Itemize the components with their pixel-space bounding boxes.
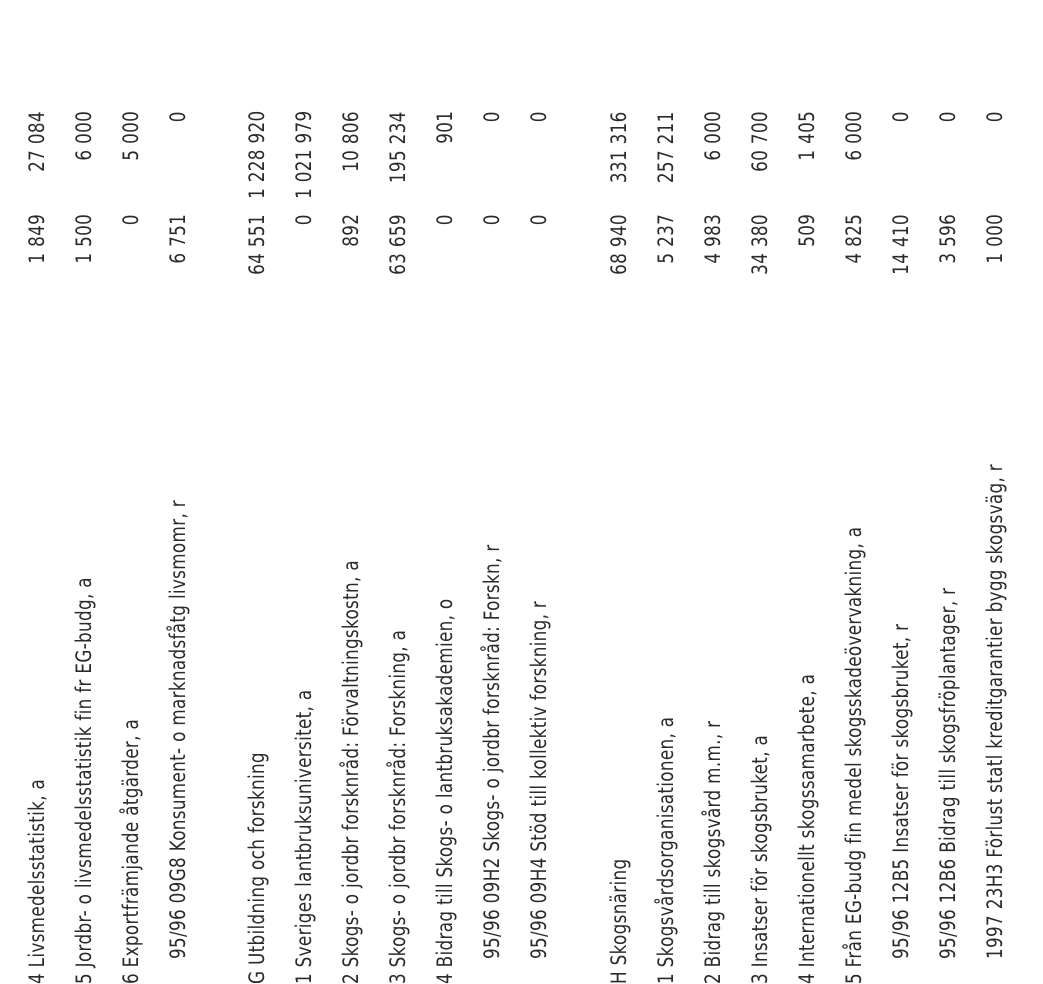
table-row (22, 0, 52, 984)
value-col-2: 68 940 (607, 214, 631, 275)
table-row (430, 0, 460, 984)
row-label: 95/96 12B6 Bidrag till skogsfröplantager, r (936, 587, 960, 959)
row-label: 4 Internationellt skogssamarbete, a (795, 673, 819, 984)
row-label: 4 Livsmedelsstatistik, a (25, 778, 49, 984)
value-col-2: 4 983 (701, 214, 725, 264)
table-row (651, 0, 681, 984)
value-col-2: 1 000 (983, 214, 1007, 264)
value-col-2: 0 (433, 214, 457, 226)
table-row (698, 0, 728, 984)
value-col-2: 63 659 (386, 214, 410, 275)
table-row (839, 0, 869, 984)
value-col-3: 5 000 (119, 111, 143, 161)
row-label: 4 Bidrag till Skogs- o lantbruksakademien, o (433, 598, 457, 984)
table-row (792, 0, 822, 984)
value-col-3: 10 806 (339, 111, 363, 172)
value-col-3: 0 (480, 111, 504, 123)
value-col-3: 0 (889, 111, 913, 123)
value-col-2: 892 (339, 214, 363, 248)
value-col-2: 64 551 (245, 214, 269, 275)
section-heading: H Skogsnäring (607, 858, 631, 984)
table-row (524, 0, 554, 984)
value-col-3: 1 021 979 (292, 111, 316, 200)
row-label: 5 Jordbr- o livsmedelsstatistik fin fr EG-budg, a (72, 577, 96, 984)
row-label: 95/96 09H2 Skogs- o jordbr forsknråd: Forskn, r (480, 544, 504, 959)
row-label: 5 Från EG-budg fin medel skogsskadeövervakning, a (842, 526, 866, 984)
row-label: 2 Skogs- o jordbr forsknråd: Förvaltningskostn, a (339, 560, 363, 984)
value-col-2: 6 751 (166, 214, 190, 264)
value-col-2: 0 (527, 214, 551, 226)
value-col-2: 34 380 (748, 214, 772, 275)
value-col-2: 5 237 (654, 214, 678, 264)
value-col-2: 0 (292, 214, 316, 226)
row-label: 1997 23H3 Förlust statl kreditgarantier bygg skogsväg, r (983, 463, 1007, 959)
table-row (745, 0, 775, 984)
table-row (980, 0, 1010, 984)
row-label: 1 Skogsvårdsorganisationen, a (654, 716, 678, 984)
table-row (933, 0, 963, 984)
row-label: 95/96 09H4 Stöd till kollektiv forskning, r (527, 600, 551, 959)
value-col-2: 3 596 (936, 214, 960, 264)
value-col-3: 331 316 (607, 111, 631, 183)
row-label: 3 Insatser för skogsbruket, a (748, 734, 772, 984)
value-col-3: 60 700 (748, 111, 772, 172)
value-col-2: 1 500 (72, 214, 96, 264)
row-label: 2 Bidrag till skogsvård m.m., r (701, 720, 725, 984)
row-label: 6 Exportfrämjande åtgärder, a (119, 718, 143, 984)
row-label: 1 Sveriges lantbruksuniversitet, a (292, 689, 316, 984)
value-col-2: 1 849 (25, 214, 49, 264)
value-col-3: 0 (983, 111, 1007, 123)
table-row (116, 0, 146, 984)
table-row (886, 0, 916, 984)
value-col-3: 195 234 (386, 111, 410, 183)
table-row (289, 0, 319, 984)
value-col-3: 1 405 (795, 111, 819, 161)
section-header-row (242, 0, 272, 984)
value-col-3: 901 (433, 111, 457, 145)
value-col-3: 6 000 (842, 111, 866, 161)
table-row (383, 0, 413, 984)
section-header-row (604, 0, 634, 984)
value-col-3: 0 (527, 111, 551, 123)
table-row (336, 0, 366, 984)
value-col-2: 14 410 (889, 214, 913, 275)
value-col-3: 1 228 920 (245, 111, 269, 200)
value-col-2: 509 (795, 214, 819, 248)
table-row (477, 0, 507, 984)
value-col-2: 0 (119, 214, 143, 226)
value-col-2: 4 825 (842, 214, 866, 264)
value-col-3: 6 000 (72, 111, 96, 161)
value-col-2: 0 (480, 214, 504, 226)
table-row (69, 0, 99, 984)
value-col-3: 257 211 (654, 111, 678, 183)
row-label: 95/96 09G8 Konsument- o marknadsfåtg livsmomr, r (166, 500, 190, 959)
row-label: 3 Skogs- o jordbr forsknråd: Forskning, a (386, 629, 410, 984)
value-col-3: 6 000 (701, 111, 725, 161)
value-col-3: 27 084 (25, 111, 49, 172)
value-col-3: 0 (166, 111, 190, 123)
table-row (163, 0, 193, 984)
section-heading: G Utbildning och forskning (245, 752, 269, 984)
row-label: 95/96 12B5 Insatser för skogsbruket, r (889, 623, 913, 959)
value-col-3: 0 (936, 111, 960, 123)
